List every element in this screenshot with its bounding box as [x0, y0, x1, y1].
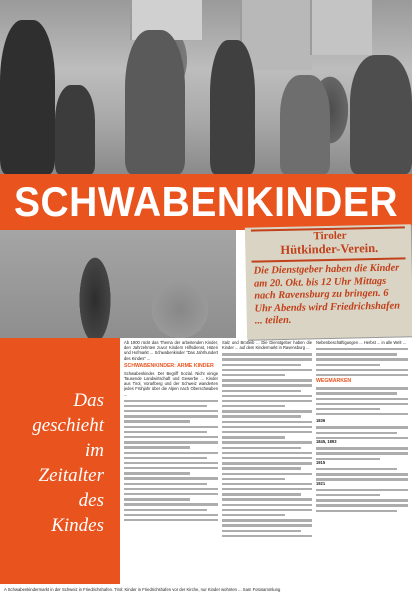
body-paragraph: Nebenbeschäftigungen ... Herbst ... in alle Welt ... — [316, 340, 407, 345]
body-paragraph: Salz und Brotleib ... Die Dienstgeber haben die Kinder ... auf dem Kindermarkt in Ravensburg ... — [222, 340, 312, 351]
section-heading: WEGMARKEN — [316, 378, 352, 385]
subtitle-line: geschieht — [32, 415, 104, 436]
subtitle-line: Das — [73, 390, 104, 411]
intro-paragraph: Ab 1900 rückt das Thema der arbeitenden Kinder, den Jahrzehnten zuvor Kindern Hilfsdienst, Hüten und Hofmarkt ... Schwabenkinder "Das Jahrhundert des Kindes" ... — [124, 340, 218, 361]
historical-street-photo — [0, 0, 412, 174]
page-title: SCHWABENKINDER — [13, 178, 398, 226]
clipping-body: Die Dienstgeber haben die Kinder am 20. Okt. bis 12 Uhr Mittags nach Ravensburg zu bringen. 6 Uhr Abends wird Friedrichshafen ... teilen. — [253, 262, 401, 327]
article-column-3 — [316, 340, 408, 580]
children-photo — [0, 230, 236, 338]
body-paragraph: Schwabenkinder. Der Begriff Sozial. Nicht einige Tausende Landwirtschaft und Gewerbe ... Kinder aus Tirol, Vorarlberg und der Schweiz wanderten jedes Frühjahr über die Alpen nach Oberschwaben ... — [124, 370, 218, 397]
subtitle-line: im — [85, 440, 104, 461]
timeline-year: 1921 — [316, 480, 326, 486]
clipping-title: Tiroler — [313, 229, 347, 243]
subtitle — [4, 388, 104, 538]
subtitle-line: des — [78, 490, 104, 511]
timeline-year: 1915 — [316, 459, 326, 465]
article-column-1 — [124, 340, 218, 580]
photo-caption: A Schwabenkindermarkt in der Schweiz in Friedrichshafen. Tirol: Kinder in Friedrichshafen vor der Kirche, nur Kinder wohnten ... Sam Fotosammlung — [4, 587, 281, 592]
section-heading: SCHWABENKINDER: ARME KINDER — [124, 362, 214, 369]
newspaper-clipping — [245, 224, 412, 339]
subtitle-line: Zeitalter — [38, 465, 104, 486]
timeline-year: 1845, 1893 — [316, 439, 337, 445]
timeline-year: 1836 — [316, 418, 326, 424]
subtitle-line: Kindes — [51, 515, 104, 536]
article-column-2 — [222, 340, 312, 580]
clipping-subtitle: Hütkinder-Verein. — [280, 240, 379, 258]
title-banner — [0, 174, 412, 230]
